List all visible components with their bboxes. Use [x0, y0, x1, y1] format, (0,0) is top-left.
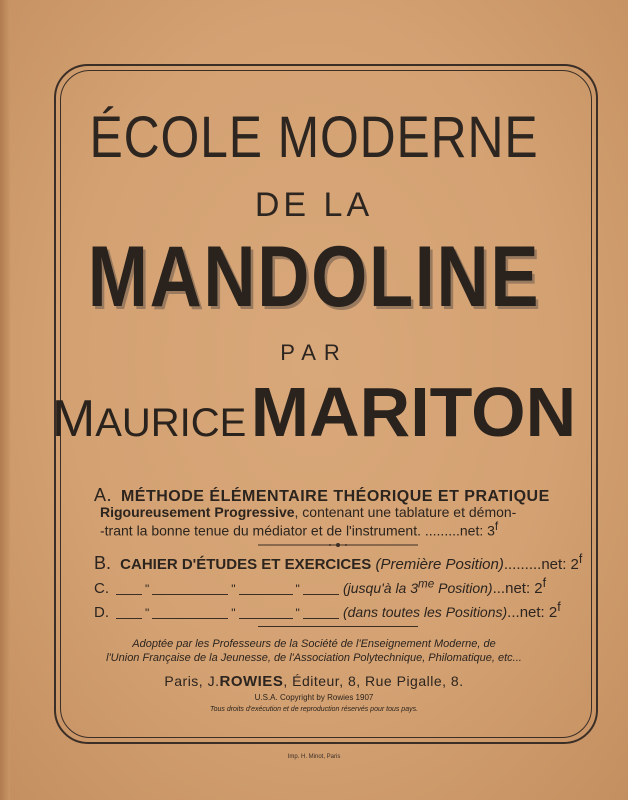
- publisher-address: , Éditeur, 8, Rue Pigalle, 8.: [283, 673, 464, 689]
- item-a-price-unit: f: [494, 520, 499, 533]
- item-c-price: net: 2: [505, 580, 543, 597]
- ditto-mark: ": [231, 582, 236, 596]
- item-b-note: (Première Position): [375, 556, 504, 573]
- item-a-line3: -trant la bonne tenue du médiator et de l'instrument.: [100, 522, 421, 539]
- publisher-city: Paris, J.: [164, 673, 220, 689]
- item-c-letter: C.: [94, 580, 109, 597]
- item-d-line: [94, 600, 561, 621]
- item-a-heading: [94, 485, 550, 506]
- ditto-rule: [152, 608, 228, 619]
- item-a-dots: .........: [424, 522, 460, 539]
- ditto-rule: [239, 584, 293, 595]
- title-line-mandoline: MANDOLINE: [87, 229, 541, 325]
- ditto-rule: [152, 584, 228, 595]
- item-d-price: net: 2: [519, 604, 558, 621]
- ditto-mark: ": [295, 606, 300, 620]
- item-b-dots: .........: [503, 556, 542, 573]
- ditto-rule: [116, 584, 142, 595]
- copyright-notice: U.S.A. Copyright by Rowies 1907: [254, 693, 374, 702]
- item-c-note-pre: (jusqu'à la 3: [342, 580, 419, 596]
- title-line-de-la: DE LA: [254, 186, 374, 224]
- ditto-mark: ": [295, 582, 300, 596]
- item-b-line: [94, 552, 582, 574]
- item-b-price: net: 2: [541, 556, 579, 573]
- rights-notice: Tous droits d'exécution et de reproduction réservés pour tous pays.: [209, 706, 419, 713]
- printer-imprint: Imp. H. Minot, Paris: [287, 754, 341, 760]
- adoption-line-2: l'Union Française de la Jeunesse, de l'Association Polytechnique, Philomatique, etc...: [106, 652, 522, 664]
- item-c-dots: ...: [492, 580, 506, 597]
- ditto-rule: [239, 608, 293, 619]
- ditto-mark: ": [145, 582, 150, 596]
- item-b-letter: B.: [94, 553, 112, 573]
- author-last-initial: M: [250, 373, 310, 451]
- item-d-dots: ...: [507, 604, 520, 621]
- title-line-par: PAR: [280, 340, 348, 365]
- separator-ornament: [258, 542, 418, 548]
- separator-rule: [258, 626, 418, 627]
- item-c-line: [94, 576, 546, 597]
- ditto-rule: [303, 608, 339, 619]
- item-c-note-post: Position): [434, 580, 493, 596]
- item-b-title: CAHIER D'ÉTUDES ET EXERCICES: [120, 556, 372, 573]
- item-c-note: [342, 577, 493, 596]
- item-a-description-line1: [100, 504, 516, 520]
- item-a-line2-rest: , contenant une tablature et démon-: [294, 504, 517, 520]
- item-a-bold-phrase: Rigoureusement Progressive: [100, 504, 295, 520]
- publisher-line: [0, 673, 628, 690]
- adoption-line-1: Adoptée par les Professeurs de la Société de l'Enseignement Moderne, de: [132, 638, 496, 650]
- author-first-initial: M: [51, 390, 96, 448]
- item-d-price-unit: f: [557, 600, 561, 614]
- ditto-mark: ": [145, 606, 150, 620]
- title-line-ecole-moderne: ÉCOLE MODERNE: [89, 105, 539, 170]
- author-last-rest: ARITON: [309, 373, 577, 451]
- item-a-letter: A.: [94, 485, 113, 505]
- item-b-price-unit: f: [578, 552, 583, 566]
- item-d-letter: D.: [94, 604, 109, 621]
- author-first-rest: AURICE: [95, 401, 247, 445]
- item-a-description-line2: [100, 520, 498, 539]
- author-name: [0, 372, 628, 452]
- item-c-note-sup: me: [418, 577, 435, 591]
- ditto-rule: [303, 584, 339, 595]
- item-c-price-unit: f: [542, 576, 547, 590]
- ditto-mark: ": [231, 606, 236, 620]
- publisher-name: ROWIES: [219, 673, 284, 690]
- ditto-rule: [116, 608, 142, 619]
- item-a-price: net: 3: [459, 522, 495, 539]
- item-a-title: MÉTHODE ÉLÉMENTAIRE THÉORIQUE ET PRATIQUE: [120, 488, 550, 505]
- item-d-note: (dans toutes les Positions): [342, 604, 508, 620]
